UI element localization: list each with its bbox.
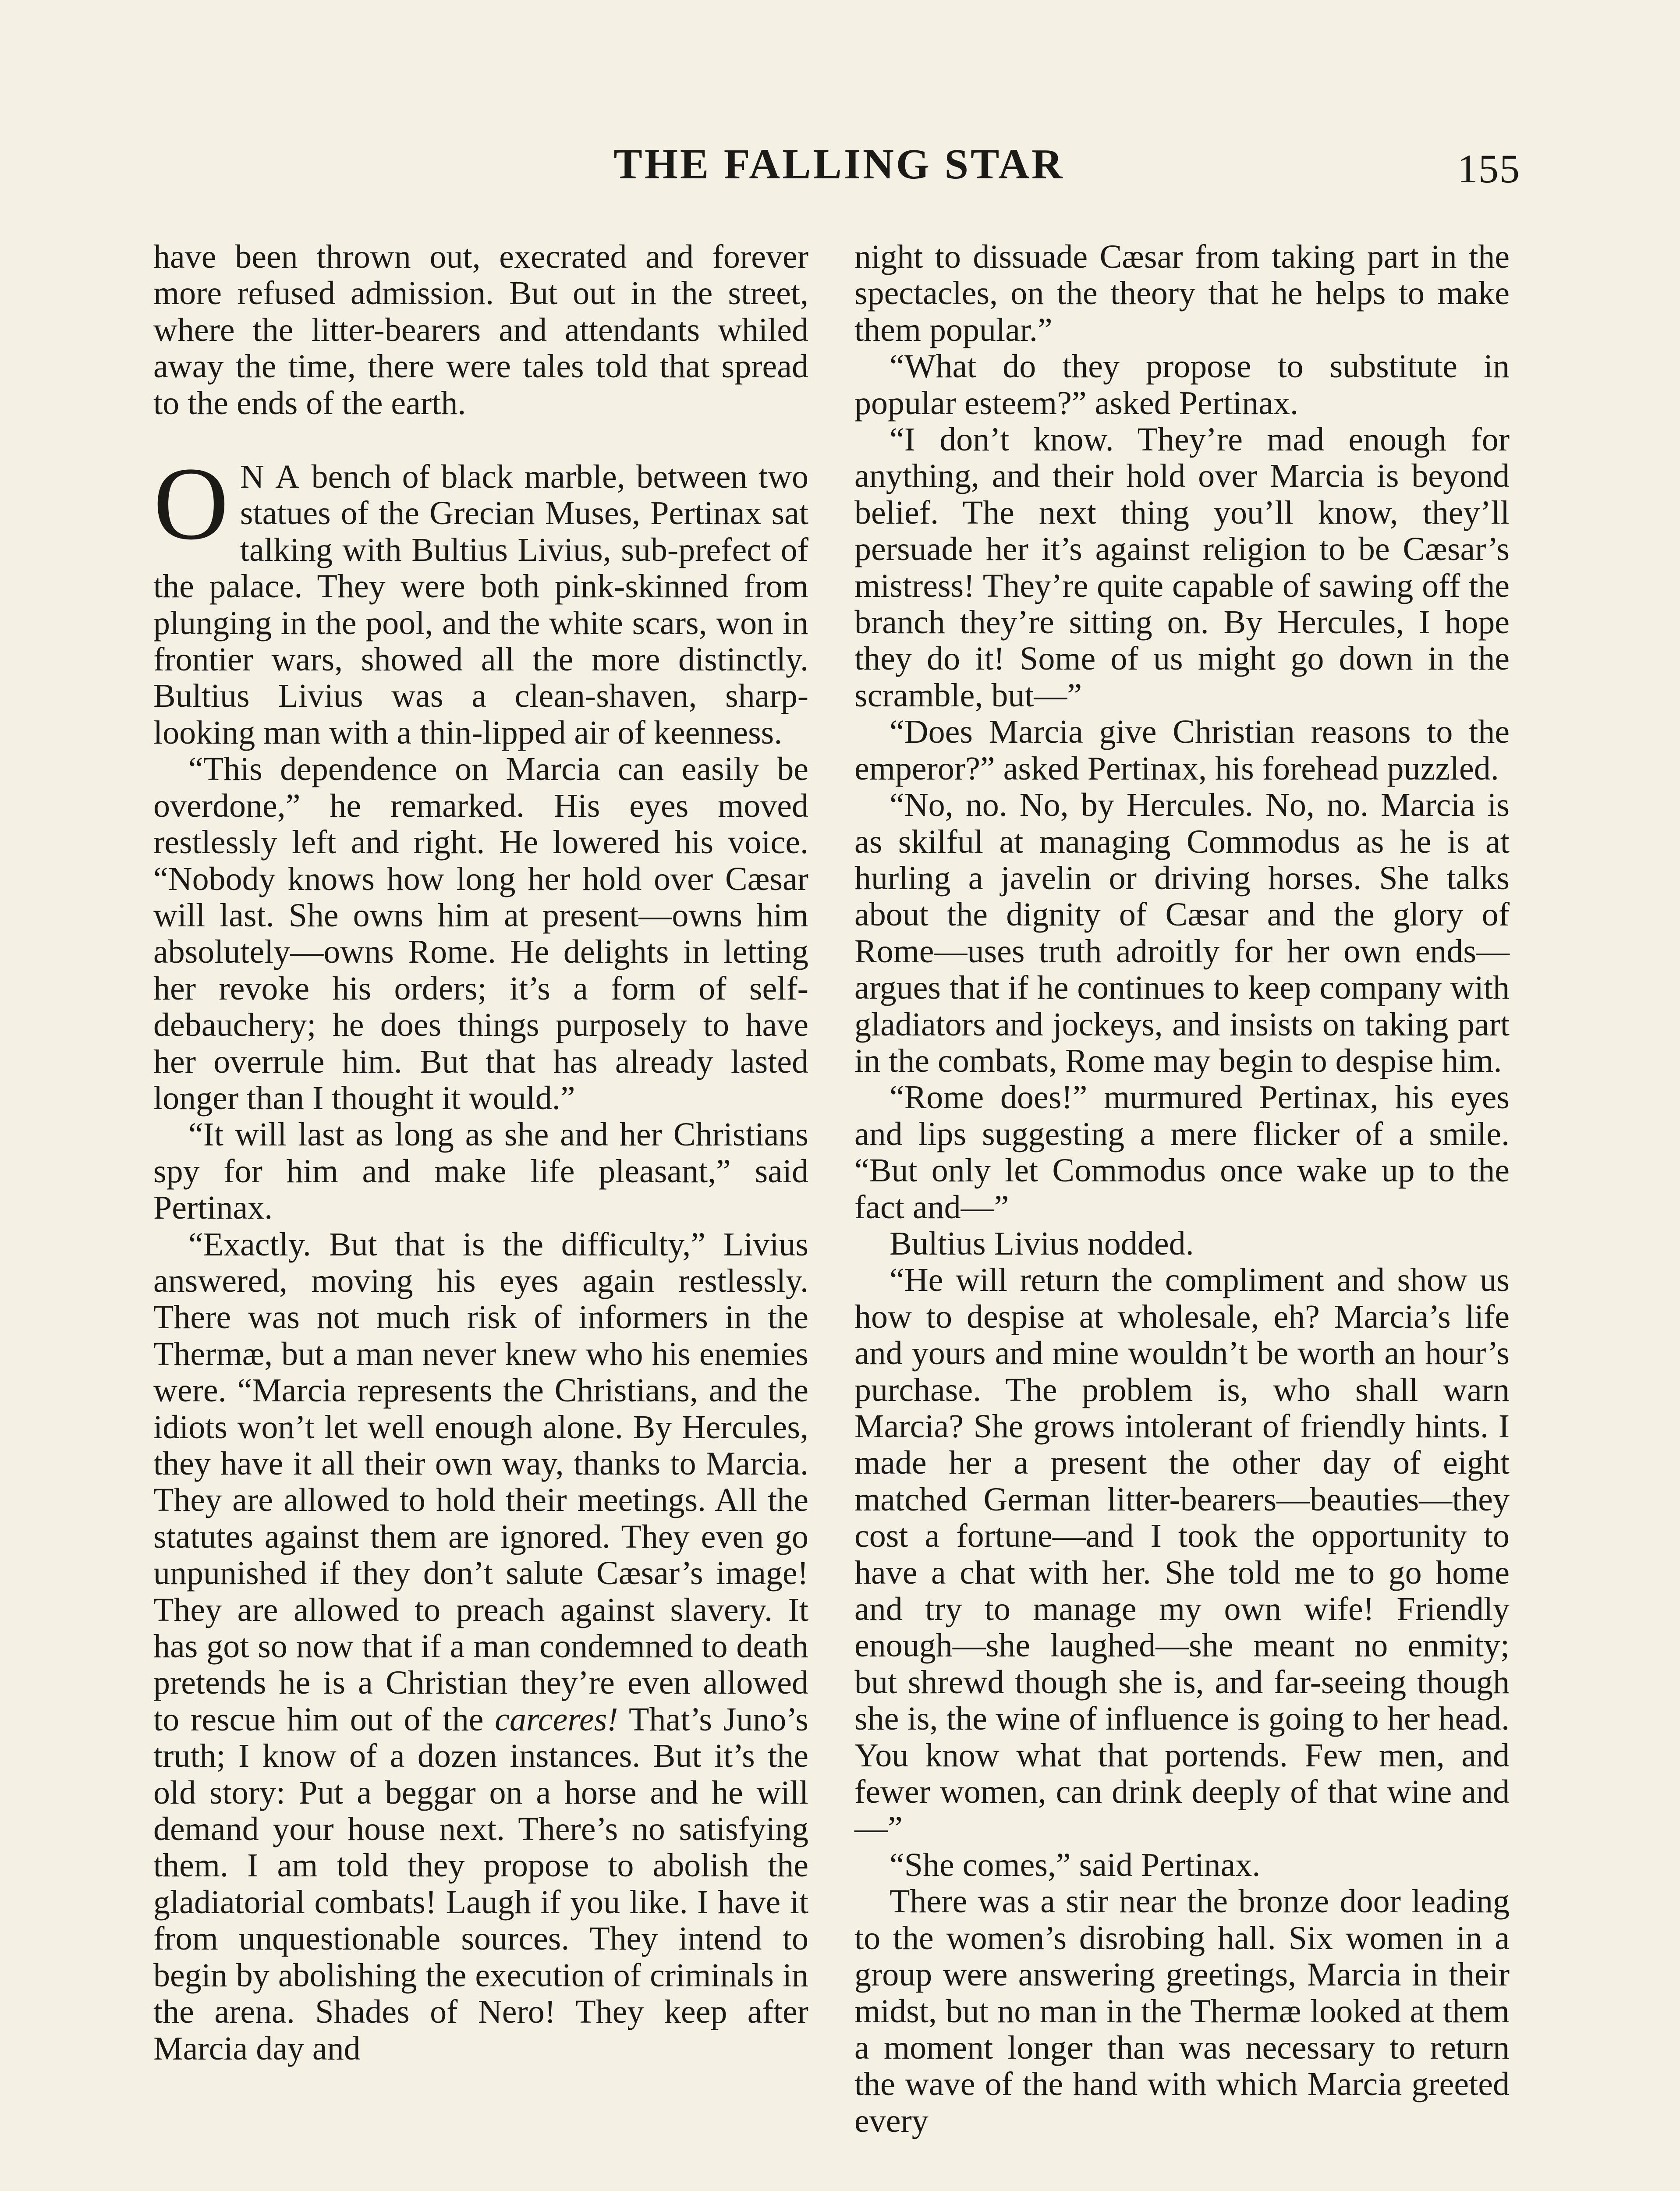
right-column [854,239,1510,2139]
section-break [153,422,808,459]
paragraph: “Rome does!” murmured Pertinax, his eyes and lips suggesting a mere flicker of a smile. “But only let Commodus once wake up to the fact and—” [854,1079,1510,1226]
paragraph: “He will return the compliment and show us how to despise at wholesale, eh? Marcia’s life and yours and mine wouldn’t be worth an hour’s purchase. The problem is, who shall warn Marcia? She grows intolerant of friendly hints. I made her a present the other day of eight matched German litter-bearers—beauties—they cost a fortune—and I took the opportunity to have a chat with her. She told me to go home and try to manage my own wife! Friendly enough—she laughed—she meant no enmity; but shrewd though she is, and far-seeing though she is, the wine of influence is going to her head. You know what that portends. Few men, and fewer women, can drink deeply of that wine and—” [854,1262,1510,1847]
paragraph: night to dissuade Cæsar from taking part in the spectacles, on the theory that he helps to make them popular.” [854,238,1510,348]
paragraph: “No, no. No, by Hercules. No, no. Marcia is as skilful at managing Commodus as he is at hurling a javelin or driving horses. She talks about the dignity of Cæsar and the glory of Rome—uses truth adroitly for her own ends—argues that if he continues to keep company with gladiators and jockeys, and insists on taking part in the combats, Rome may begin to despise him. [854,787,1510,1079]
paragraph-text: bench of black marble, between two statues of the Grecian Muses, Pertinax sat talking with Bultius Livius, sub-prefect of the palace. They were both pink-skinned from plunging in the pool, and the white scars, won in frontier wars, showed all the more distinctly. Bultius Livius was a clean-shaven, sharp-looking man with a thin-lipped air of keenness. [153,458,809,751]
opening-paragraph [153,446,809,751]
paragraph: “Does Marcia give Christian reasons to the emperor?” asked Pertinax, his forehead puzzled. [854,713,1510,787]
paragraph: “She comes,” said Pertinax. [890,1846,1261,1883]
running-header [158,131,1521,197]
paragraph-text: That’s Juno’s truth; I know of a dozen instances. But it’s the old story: Put a beggar on a horse and he will demand your house next. There’s no satisfying them. I am told they propose to abolish the gladiatorial combats! Laugh if you like. I have it from unquestionable sources. They intend to begin by abolishing the execution of criminals in the arena. Shades of Nero! They keep after Marcia day and [153,1701,808,2067]
paragraph: Bultius Livius nodded. [890,1225,1194,1262]
left-column [153,239,808,2067]
lead-small-caps: N A [240,458,301,496]
paragraph: “I don’t know. They’re mad enough for anything, and their hold over Marcia is beyond belief. The next thing you’ll know, they’ll persuade her it’s against religion to be Cæsar’s mistress! They’re quite capable of sawing off the branch they’re sitting on. By Hercules, I hope they do it! Some of us might go down in the scramble, but—” [854,421,1510,714]
page-number: 155 [1457,146,1521,191]
italic-word: carceres! [495,1701,618,1738]
running-title: THE FALLING STAR [613,141,1065,188]
paragraph: “This dependence on Marcia can easily be overdone,” he remarked. His eyes moved restlessly left and right. He lowered his voice. “Nobody knows how long her hold over Cæsar will last. She owns him at present—owns him absolutely—owns Rome. He delights in letting her revoke his orders; it’s a form of self-debauchery; he does things purposely to have her overrule him. But that has already lasted longer than I thought it would.” [153,751,808,1117]
paragraph: have been thrown out, execrated and forever more refused admission. But out in the street, where the litter-bearers and attendants whiled away the time, there were tales told that spread to the ends of the earth. [153,238,808,422]
paragraph-text: “Exactly. But that is the difficulty,” Livius answered, moving his eyes again restlessly. There was not much risk of informers in the Thermæ, but a man never knew who his enemies were. “Marcia represents the Christians, and the idiots won’t let well enough alone. By Hercules, they have it all their own way, thanks to Marcia. They are allowed to hold their meetings. All the statutes against them are ignored. They even go unpunished if they don’t salute Cæsar’s image! They are allowed to preach against slavery. It has got so now that if a man condemned to death pretends he is a Christian they’re even allowed to rescue him out of the [153,1226,808,1738]
paragraph: “It will last as long as she and her Christians spy for him and make life pleasant,” said Pertinax. [153,1116,808,1227]
paragraph: There was a stir near the bronze door leading to the women’s disrobing hall. Six women in a group were answering greetings, Marcia in their midst, but no man in the Thermæ looked at them a moment longer than was necessary to return the wave of the hand with which Marcia greeted every [854,1883,1510,2139]
paragraph [153,1227,808,2067]
drop-cap: O [153,446,229,562]
paragraph: “What do they propose to substitute in popular esteem?” asked Pertinax. [854,348,1510,422]
